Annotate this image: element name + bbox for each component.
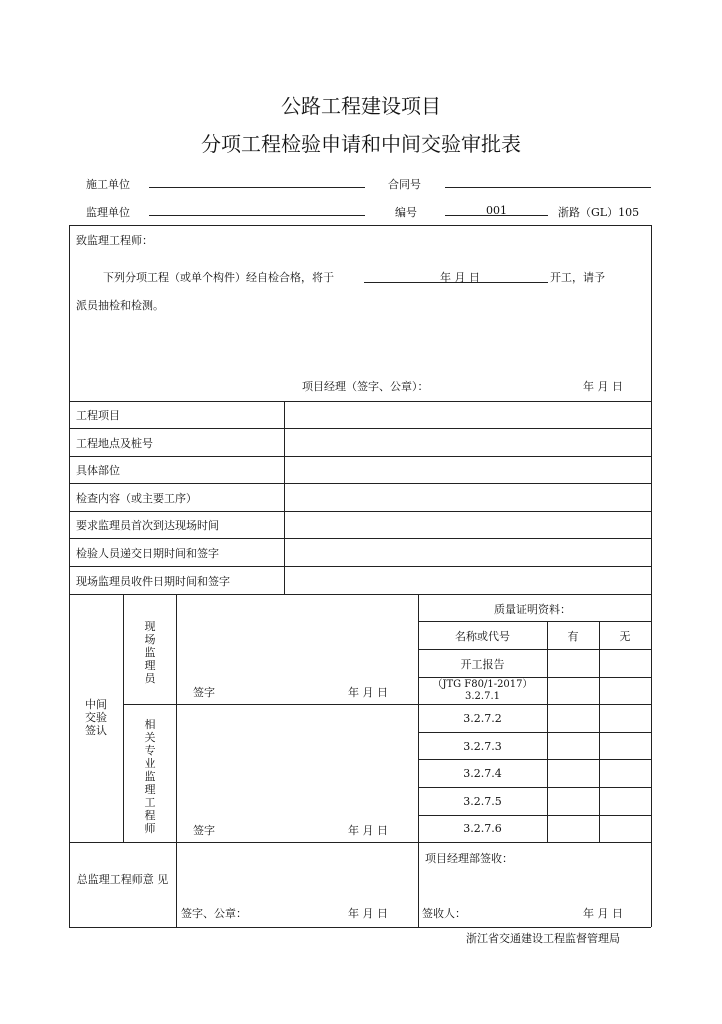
info-row-arrival: 要求监理员首次到达现场时间	[76, 519, 219, 532]
receiver-label: 签收人：	[422, 907, 466, 920]
salutation: 致监理工程师：	[76, 234, 153, 247]
request-body-part1: 下列分项工程（或单个构件）经自检合格，将于	[103, 271, 334, 284]
supervisor-field[interactable]	[149, 215, 365, 216]
pm-office-label: 项目经理部签收：	[425, 852, 513, 865]
col-name: 名称或代号	[455, 630, 510, 643]
title-line-1: 公路工程建设项目	[281, 94, 441, 118]
request-body-line2: 派员抽检和检测。	[76, 299, 164, 312]
request-body-part2: 开工，请予	[550, 271, 605, 284]
site-supervisor-label: 现场监理员	[144, 620, 156, 685]
chief-sign-label: 签字、公章：	[181, 907, 247, 920]
title-line-2: 分项工程检验申请和中间交验审批表	[201, 132, 521, 156]
supervisor-label: 监理单位	[86, 206, 130, 219]
related-engineer-label: 相关专业监理工程师	[144, 718, 156, 835]
site-sign-label: 签字	[193, 686, 215, 699]
quality-item: （JTG F80/1-2017）	[432, 679, 533, 690]
quality-header: 质量证明资料：	[494, 603, 571, 616]
serial-value: 001	[486, 204, 507, 217]
contract-no-field[interactable]	[445, 187, 651, 188]
chief-sign-date: 年 月 日	[348, 907, 388, 920]
quality-no-cell[interactable]	[600, 650, 650, 677]
quality-item: 3.2.7.5	[463, 795, 502, 808]
quality-item: 3.2.7.3	[463, 740, 502, 753]
engineer-sign-date: 年 月 日	[348, 824, 388, 837]
chief-opinion-label: 总监理工程师意 见	[76, 873, 169, 886]
info-row-location: 工程地点及桩号	[76, 437, 153, 450]
quality-item: 3.2.7.6	[463, 822, 502, 835]
footer-authority: 浙江省交通建设工程监督管理局	[466, 932, 620, 945]
start-date-text: 年 月 日	[440, 271, 480, 284]
receiver-date: 年 月 日	[583, 907, 623, 920]
interim-section-label: 中间交验签认	[85, 698, 107, 737]
info-row-content: 检查内容（或主要工序）	[76, 492, 197, 505]
pm-signature-date: 年 月 日	[583, 380, 623, 393]
site-sign-date: 年 月 日	[348, 686, 388, 699]
col-no: 无	[619, 630, 631, 643]
quality-item: 3.2.7.1	[465, 691, 500, 702]
quality-item: 开工报告	[460, 658, 505, 671]
form-code: 浙路（GL）105	[558, 206, 640, 219]
contractor-field[interactable]	[149, 187, 365, 188]
engineer-sign-label: 签字	[193, 824, 215, 837]
col-yes: 有	[567, 630, 579, 643]
info-row-part: 具体部位	[76, 464, 120, 477]
quality-yes-cell[interactable]	[548, 650, 598, 677]
contractor-label: 施工单位	[86, 178, 130, 191]
info-row-receive: 现场监理员收件日期时间和签字	[76, 575, 230, 588]
info-row-project: 工程项目	[76, 409, 120, 422]
pm-signature-label: 项目经理（签字、公章）：	[302, 380, 429, 393]
quality-item: 3.2.7.4	[463, 767, 502, 780]
quality-item: 3.2.7.2	[463, 712, 502, 725]
info-row-submit: 检验人员递交日期时间和签字	[76, 547, 219, 560]
serial-label: 编号	[395, 206, 417, 219]
contract-no-label: 合同号	[388, 178, 421, 191]
